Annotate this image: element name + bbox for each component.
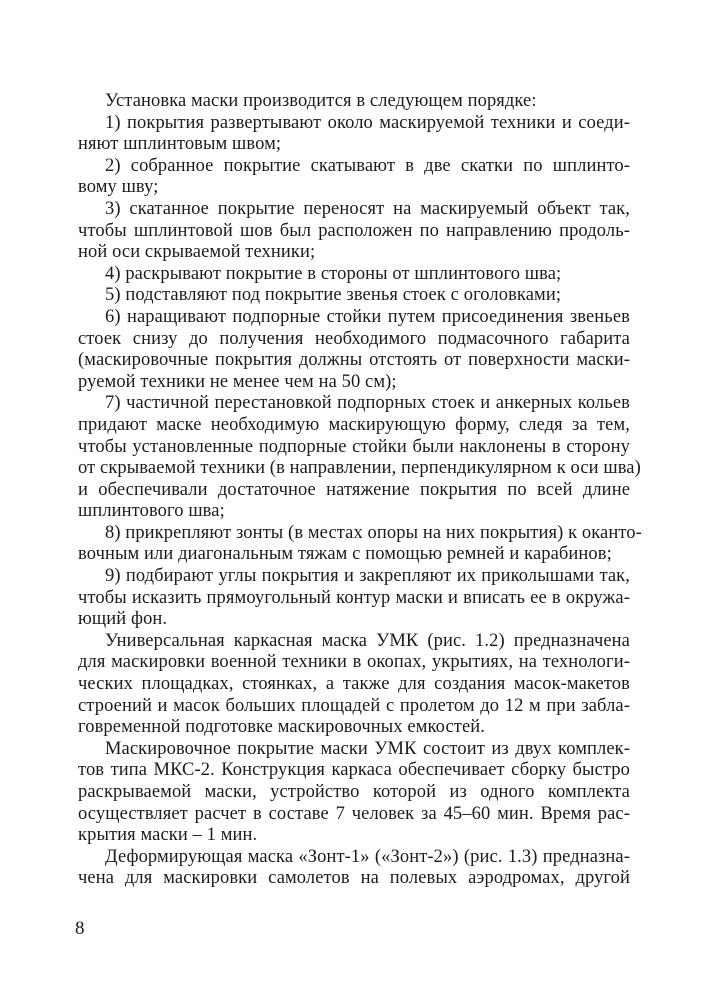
text-line: 6) наращивают подпорные стойки путем присоединения звеньев: [105, 306, 630, 327]
text-line: руемой техники не менее чем на 50 см);: [78, 371, 397, 392]
paragraph: [78, 156, 630, 199]
text-line: 7) частичной перестановкой подпорных стоек и анкерных кольев: [105, 393, 630, 414]
text-line: осуществляет расчет в составе 7 человек за 45–60 мин. Время рас-: [78, 803, 630, 824]
text-line: 5) подставляют под покрытие звенья стоек с оголовками;: [105, 285, 562, 306]
paragraph: [78, 264, 630, 286]
text-line: вому шву;: [78, 177, 159, 198]
text-line: раскрываемой маски, устройство которой из одного комплекта: [78, 782, 630, 802]
text-line: Деформирующая маска «Зонт-1» («Зонт-2») (рис. 1.3) предназна-: [105, 846, 630, 867]
text-line: от скрываемой техники (в направлении, перпендикулярном к оси шва): [78, 458, 641, 479]
text-line: и обеспечивали достаточное натяжение покрытия по всей длине: [78, 479, 630, 500]
text-line: шплинтового шва;: [78, 501, 225, 522]
paragraph: [78, 631, 630, 739]
paragraph: [78, 285, 630, 307]
text-line: чтобы шплинтовой шов был расположен по направлению продоль-: [78, 220, 630, 241]
paragraph: [78, 739, 630, 847]
text-line: Универсальная каркасная маска УМК (рис. 1.2) предназначена: [105, 630, 630, 651]
text-line: ной оси скрываемой техники;: [78, 242, 316, 263]
text-line: чтобы установленные подпорные стойки были наклонены в сторону: [78, 436, 630, 457]
text-line: придают маске необходимую маскирующую форму, следя за тем,: [78, 414, 630, 435]
paragraph: [78, 393, 641, 523]
page-number: 8: [75, 918, 85, 939]
text-line: ческих площадках, стоянках, а также для создания масок-макетов: [78, 674, 630, 695]
text-line: 3) скатанное покрытие переносят на маскируемый объект так,: [105, 198, 630, 219]
text-line: вочным или диагональным тяжам с помощью ремней и карабинов;: [78, 544, 612, 565]
text-line: крытия маски – 1 мин.: [78, 825, 258, 846]
text-line: Маскировочное покрытие маски УМК состоит из двух комплек-: [105, 738, 630, 759]
text-line: стоек снизу до получения необходимого подмасочного габарита: [78, 328, 630, 349]
text-line: 4) раскрывают покрытие в стороны от шплинтового шва;: [105, 263, 562, 284]
text-line: тов типа МКС-2. Конструкция каркаса обеспечивает сборку быстро: [78, 760, 630, 781]
body-text: [78, 91, 642, 890]
text-line: няют шплинтовым швом;: [78, 134, 282, 155]
text-line: Установка маски производится в следующем порядке:: [105, 91, 537, 111]
text-line: 9) подбирают углы покрытия и закрепляют их приколышами так,: [105, 566, 630, 587]
paragraph: [78, 847, 630, 890]
text-line: строений и масок больших площадей с пролетом до 12 м при забла-: [78, 695, 630, 716]
paragraph: [78, 522, 642, 566]
text-line: ющий фон.: [78, 609, 168, 630]
text-line: (маскировочные покрытия должны отстоять от поверхности маски-: [78, 350, 630, 371]
paragraph: [78, 307, 630, 393]
text-line: говременной подготовке маскировочных емкостей.: [78, 717, 486, 738]
paragraph: [78, 91, 630, 113]
text-line: чтобы исказить прямоугольный контур маски и вписать ее в окружа-: [78, 587, 630, 608]
text-line: чена для маскировки самолетов на полевых аэродромах, другой: [78, 868, 630, 889]
paragraph: [78, 566, 630, 631]
text-line: 8) прикрепляют зонты (в местах опоры на них покрытия) к оканто-: [105, 522, 642, 543]
paragraph: [78, 199, 630, 264]
text-line: для маскировки военной техники в окопах, укрытиях, на технологи-: [78, 652, 630, 673]
text-line: 2) собранное покрытие скатывают в две скатки по шплинто-: [105, 155, 630, 176]
text-line: 1) покрытия развертывают около маскируемой техники и соеди-: [105, 112, 630, 133]
paragraph: [78, 113, 630, 156]
